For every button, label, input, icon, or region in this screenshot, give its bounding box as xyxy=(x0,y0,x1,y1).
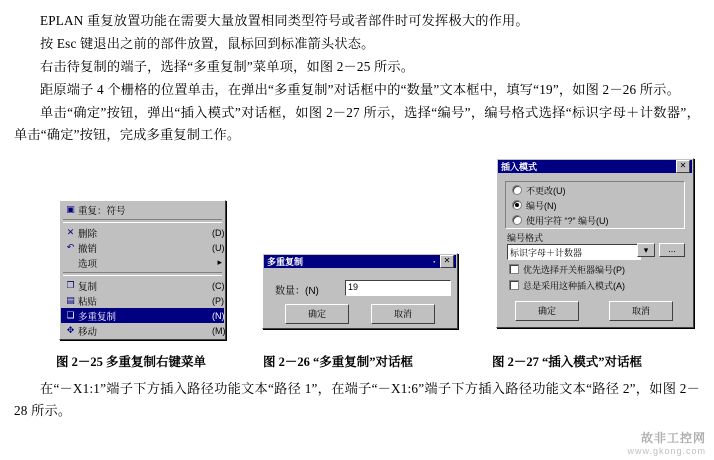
paragraph-3: 右击待复制的端子，选择“多重复制”菜单项，如图 2－25 所示。 xyxy=(40,59,415,74)
menu-item-multi-copy[interactable]: ❏ 多重复制 (N) xyxy=(61,308,224,323)
figures-area xyxy=(14,156,700,346)
submenu-arrow-icon: ▸ xyxy=(217,257,222,267)
menu-item-undo[interactable]: ↶ 撤销 (U) xyxy=(61,240,224,255)
quantity-input[interactable]: 19 xyxy=(345,280,451,296)
paragraph-1: EPLAN 重复放置功能在需要大量放置相同类型符号或者部件时可发挥极大的作用。 xyxy=(40,13,529,28)
multi-copy-dialog-title: 多重复制 xyxy=(267,257,304,267)
undo-icon: ↶ xyxy=(66,242,75,252)
menu-separator-2 xyxy=(63,272,222,276)
copy-icon: ❐ xyxy=(66,280,75,290)
cancel-button[interactable]: 取消 xyxy=(609,301,673,321)
multi-copy-dialog-titlebar[interactable] xyxy=(264,255,456,268)
title-mark: · xyxy=(433,256,436,267)
paste-icon: ▤ xyxy=(66,295,75,305)
close-icon[interactable]: ✕ xyxy=(440,255,454,268)
close-icon[interactable]: ✕ xyxy=(676,160,690,173)
radio-numbering[interactable]: 编号(N) xyxy=(512,199,684,212)
quantity-label: 数量：(N) xyxy=(275,286,319,297)
insert-mode-dialog[interactable] xyxy=(496,158,694,328)
bottom-paragraph: 在“－X1:1”端子下方插入路径功能文本“路径 1”，在端子“－X1:6”端子下方插入路径功能文本“路径 2”，如图 2－28 所示。 xyxy=(14,381,700,418)
checkbox-always-use-mode[interactable]: 总是采用这种插入模式(A) xyxy=(509,279,625,292)
delete-icon: ✕ xyxy=(66,227,75,237)
multi-copy-dialog[interactable] xyxy=(262,253,458,329)
menu-item-move[interactable]: ✥ 移动 (M) xyxy=(61,323,224,338)
watermark-title: 故非工控网 xyxy=(640,431,706,445)
format-more-button[interactable]: ... xyxy=(659,243,685,257)
move-icon: ✥ xyxy=(66,325,75,335)
format-group-label: 编号格式 xyxy=(507,233,544,243)
repeat-icon: ▣ xyxy=(66,204,75,214)
context-menu[interactable] xyxy=(59,200,226,340)
menu-item-copy[interactable]: ❐ 复制 (C) xyxy=(61,278,224,293)
paragraph-5: 单击“确定”按钮，弹出“插入模式”对话框，如图 2－27 所示，选择“编号”，编号格式选择“标识字母＋计数器”，单击“确定”按钮，完成多重复制工作。 xyxy=(14,105,700,142)
chevron-down-icon[interactable]: ▾ xyxy=(637,243,655,257)
multi-copy-icon: ❏ xyxy=(66,310,75,320)
menu-item-delete[interactable]: ✕ 删除 (D) xyxy=(61,225,224,240)
radio-icon-selected xyxy=(512,200,522,210)
figure-captions xyxy=(14,352,700,370)
insert-mode-dialog-title: 插入模式 xyxy=(501,162,538,172)
radio-icon xyxy=(512,215,522,225)
paragraph-2: 按 Esc 键退出之前的部件放置，鼠标回到标准箭头状态。 xyxy=(40,36,375,51)
insert-mode-dialog-titlebar[interactable] xyxy=(498,160,692,173)
caption-fig-2-26: 图 2－26 “多重复制”对话框 xyxy=(263,355,414,369)
menu-item-paste[interactable]: ▤ 粘贴 (P) xyxy=(61,293,224,308)
paragraph-4: 距原端子 4 个栅格的位置单击，在弹出“多重复制”对话框中的“数量”文本框中，填写“19”，如图 2－26 所示。 xyxy=(40,82,680,97)
checkbox-prefer-cabinet-number[interactable]: 优先选择开关柜器编号(P) xyxy=(509,263,625,276)
caption-fig-2-25: 图 2－25 多重复制右键菜单 xyxy=(56,355,207,369)
menu-separator-1 xyxy=(63,219,222,223)
caption-fig-2-27: 图 2－27 “插入模式”对话框 xyxy=(492,355,643,369)
radio-icon xyxy=(512,185,522,195)
checkbox-icon xyxy=(509,264,519,274)
radio-no-change[interactable]: 不更改(U) xyxy=(512,184,684,197)
numbering-mode-group xyxy=(505,181,685,229)
watermark xyxy=(580,426,708,456)
ok-button[interactable]: 确定 xyxy=(285,304,349,324)
cancel-button[interactable]: 取消 xyxy=(371,304,435,324)
radio-use-char-numbering[interactable]: 使用字符 “?” 编号(U) xyxy=(512,214,684,227)
ok-button[interactable]: 确定 xyxy=(515,301,579,321)
context-menu-header: ▣ 重复：符号 xyxy=(61,202,224,217)
watermark-subtitle: www.gkong.com xyxy=(627,446,706,456)
menu-item-options[interactable]: 选项 ▸ xyxy=(78,257,222,270)
format-combobox[interactable]: 标识字母＋计数器 xyxy=(507,244,641,260)
checkbox-icon xyxy=(509,280,519,290)
